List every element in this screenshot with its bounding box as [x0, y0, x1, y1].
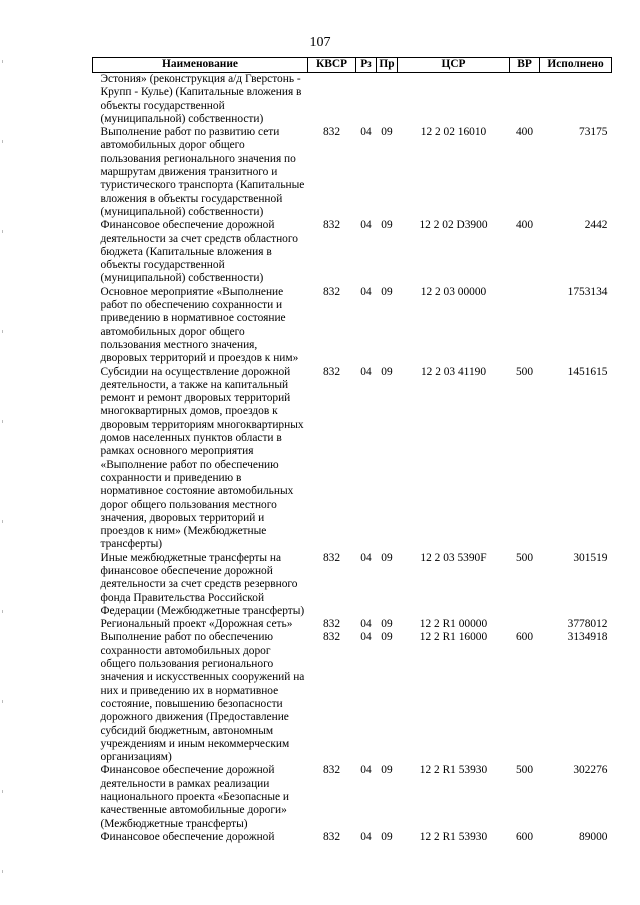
cell-pr: 09 [381, 618, 393, 631]
header-vr: ВР [510, 58, 540, 73]
cell-name: Финансовое обеспечение дорожной деятельности в рамках реализации национального проекта «Безопасные и качественные автомобильные дороги» (Межбюджетные трансферты) [100, 764, 289, 830]
cell-csr: 12 2 R1 00000 [419, 618, 488, 631]
table-row [93, 552, 612, 618]
cell-isp: 3778012 [567, 618, 608, 631]
cell-isp [540, 73, 612, 127]
header-csr: ЦСР [398, 58, 510, 73]
cell-vr: 500 [515, 365, 534, 378]
cell-pr: 09 [381, 285, 393, 298]
cell-kvsr: 832 [322, 126, 341, 139]
cell-pr: 09 [381, 219, 393, 232]
table-row [93, 831, 612, 844]
table-row [93, 126, 612, 219]
cell-name: Субсидии на осуществление дорожной деятельности, а также на капитальный ремонт и ремонт дворовых территорий многоквартирных домов, проездов к дворовым территориям многоквартирных домов населенных пунктов области в рамках основного мероприятия «Выполнение работ по обеспечению сохранности и приведению в нормативное состояние автомобильных дорог общего пользования местного значения, дворовых территорий и проездов к ним» (Межбюджетные трансферты) [100, 365, 304, 551]
cell-vr: 500 [515, 764, 534, 777]
cell-isp: 1451615 [567, 365, 608, 378]
header-rz: Рз [356, 58, 377, 73]
cell-csr: 12 2 02 16010 [420, 126, 487, 139]
table-row [93, 631, 612, 764]
cell-rz: 04 [360, 365, 372, 378]
cell-kvsr: 832 [322, 618, 341, 631]
cell-rz: 04 [360, 126, 372, 139]
budget-table [92, 57, 612, 844]
cell-rz: 04 [360, 631, 372, 644]
table-row [93, 219, 612, 285]
cell-kvsr: 832 [322, 365, 341, 378]
cell-name: Выполнение работ по обеспечению сохранности автомобильных дорог общего пользования регионального значения и искусственных сооружений на них и приведению их в нормативное состояние, повышению безопасности дорожного движения (Предоставление субсидий бюджетным, автономным учреждениям и иным некоммерческим организациям) [100, 631, 305, 764]
cell-pr: 09 [381, 551, 393, 564]
cell-kvsr: 832 [322, 631, 341, 644]
cell-name: Финансовое обеспечение дорожной деятельности за счет средств областного бюджета (Капитальные вложения в объекты государственной (муниципальной) собственности) [100, 219, 298, 285]
cell-name: Основное мероприятие «Выполнение работ по обеспечению сохранности и приведению в нормативное состояние автомобильных дорог общего пользования местного значения, дворовых территорий и проездов к ним» [100, 285, 299, 365]
cell-csr: 12 2 R1 16000 [419, 631, 488, 644]
cell-pr: 09 [381, 126, 393, 139]
cell-name: Финансовое обеспечение дорожной [100, 830, 275, 843]
cell-vr [510, 286, 540, 366]
table-row [93, 618, 612, 631]
cell-vr: 400 [515, 126, 534, 139]
cell-csr: 12 2 R1 53930 [419, 830, 488, 843]
cell-vr: 500 [515, 551, 534, 564]
cell-rz: 04 [360, 618, 372, 631]
cell-csr: 12 2 02 D3900 [419, 219, 488, 232]
cell-vr: 600 [515, 830, 534, 843]
cell-vr [510, 618, 540, 631]
header-isp: Исполнено [540, 58, 612, 73]
header-kvsr: КВСР [308, 58, 356, 73]
cell-isp: 1753134 [567, 285, 608, 298]
header-name: Наименование [93, 58, 308, 73]
cell-isp: 73175 [579, 126, 608, 139]
cell-isp: 3134918 [567, 631, 608, 644]
table-row [93, 764, 612, 830]
cell-rz [356, 73, 377, 127]
cell-isp: 2442 [584, 219, 608, 232]
cell-kvsr [308, 73, 356, 127]
cell-csr: 12 2 03 00000 [420, 285, 487, 298]
cell-kvsr: 832 [322, 830, 341, 843]
cell-isp: 301519 [573, 551, 608, 564]
cell-vr: 600 [515, 631, 534, 644]
cell-pr [377, 73, 398, 127]
cell-csr: 12 2 R1 53930 [419, 764, 488, 777]
cell-csr: 12 2 03 5390F [420, 551, 487, 564]
cell-kvsr: 832 [322, 551, 341, 564]
cell-name: Иные межбюджетные трансферты на финансовое обеспечение дорожной деятельности за счет средств резервного фонда Правительства Российской Федерации (Межбюджетные трансферты) [100, 551, 305, 617]
cell-vr: 400 [515, 219, 534, 232]
cell-pr: 09 [381, 764, 393, 777]
cell-pr: 09 [381, 631, 393, 644]
cell-rz: 04 [360, 285, 372, 298]
cell-rz: 04 [360, 551, 372, 564]
cell-rz: 04 [360, 219, 372, 232]
table-row [93, 73, 612, 127]
cell-csr: 12 2 03 41190 [420, 365, 487, 378]
header-pr: Пр [377, 58, 398, 73]
cell-csr [398, 73, 510, 127]
cell-name: Выполнение работ по развитию сети автомобильных дорог общего пользования регионального значения по маршрутам движения транзитного и туристического транспорта (Капитальные вложения в объекты государственной (муниципальной) собственности) [100, 126, 305, 218]
table-row [93, 366, 612, 552]
scan-edge-marks [0, 0, 6, 905]
cell-kvsr: 832 [322, 764, 341, 777]
cell-isp: 302276 [573, 764, 608, 777]
cell-rz: 04 [360, 764, 372, 777]
cell-rz: 04 [360, 830, 372, 843]
cell-kvsr: 832 [322, 219, 341, 232]
page-number: 107 [309, 35, 331, 50]
table-header-row [93, 58, 612, 73]
cell-vr [510, 73, 540, 127]
cell-name: Региональный проект «Дорожная сеть» [100, 618, 293, 631]
cell-name: Эстония» (реконструкция а/д Гверстонь - Крупп - Кулье) (Капитальные вложения в объекты государственной (муниципальной) собственности) [100, 73, 302, 125]
table-row [93, 286, 612, 366]
cell-kvsr: 832 [322, 285, 341, 298]
cell-isp: 89000 [579, 830, 608, 843]
cell-pr: 09 [381, 830, 393, 843]
cell-pr: 09 [381, 365, 393, 378]
